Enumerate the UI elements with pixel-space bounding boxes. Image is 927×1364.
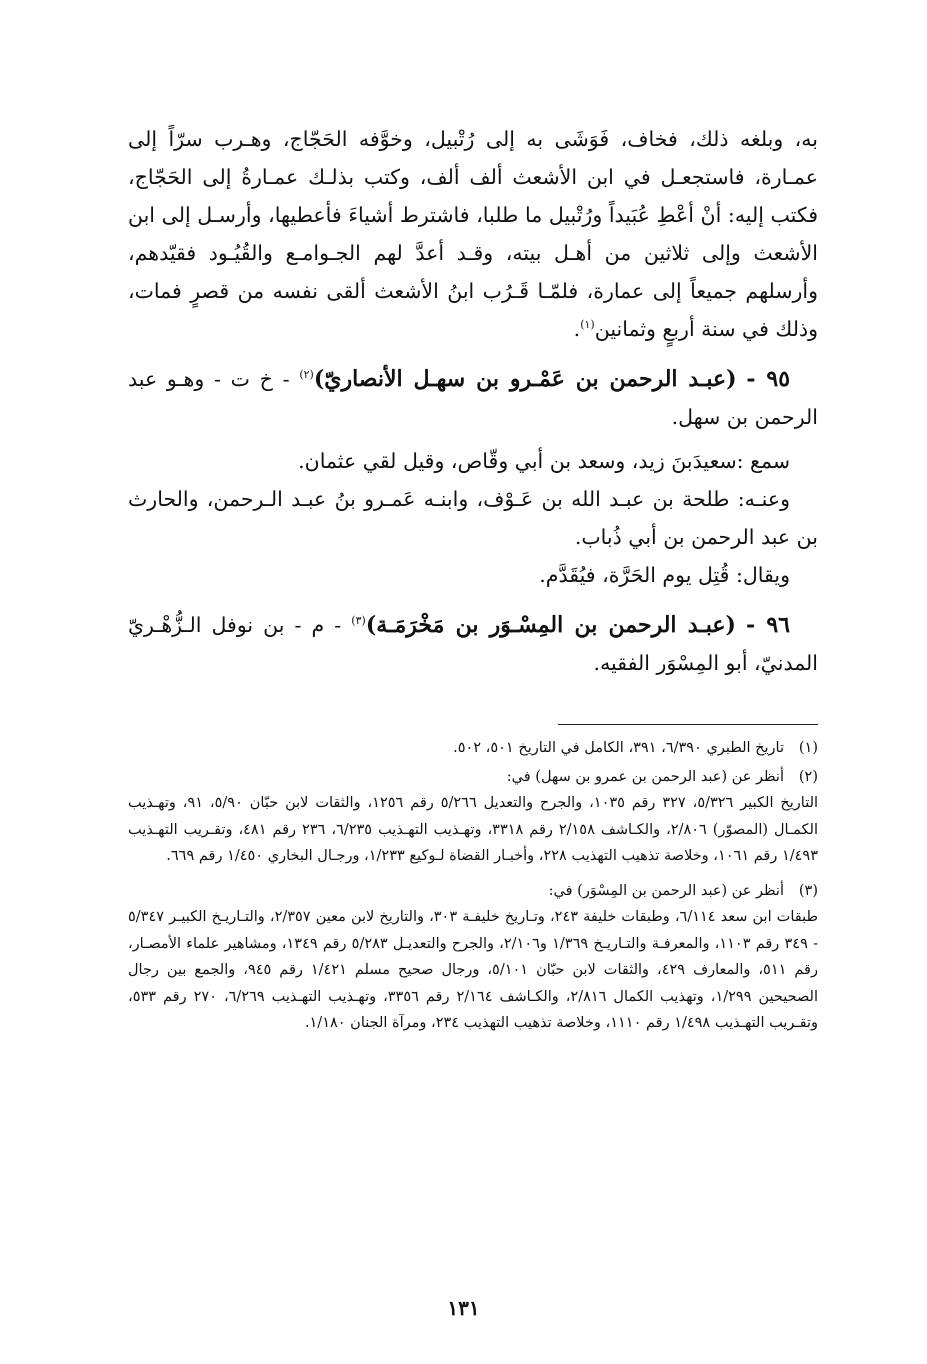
footnote-text: تاريخ الطبري ٦/٣٩٠، ٣٩١، الكامل في التاريخ ٥٠١، ٥٠٢. <box>453 740 784 756</box>
entry-name: (عبـد الرحمن بن المِسْـوَر بن مَخْرَمَـة) <box>365 612 736 638</box>
page-number: ١٣١ <box>447 1296 480 1320</box>
footnote-2 <box>128 764 818 870</box>
footnote-divider <box>558 724 818 725</box>
paragraph-narrators: وعنـه: طلحة بن عبـد الله بن عَـوْف، وابنـه عَمـرو بنُ عبـد الـرحمن، والحارث بن عبد الرحمن بن أبي ذُباب. <box>128 487 818 549</box>
footnote-ref-3: (٣) <box>351 614 366 628</box>
paragraph-opening: به، وبلغه ذلك، فخاف، فَوَشَى به إلى رُتْبيل، وخوَّفه الحَجّاج، وهـرب سرّاً إلى عمـارة، فاستجعـل في ابن الأشعث ألف ألف، وكتب بذلـك عمـارةُ إلى الحَجّاج، فكتب إليه: أنْ أعْطِ عُبَيداً ورُتْبيل ما طلبا، فاشترط أشياءَ فأعطيها، وأرسـل إلى ابن الأشعث وإلى ثلاثين من أهـل بيته، وقـد أعدَّ لهم الجـوامـع والقُيُـود فقيّدهم، وأرسلهم جميعاً إلى عمارة، فلمّـا قَـرُب ابنُ الأشعث ألقى نفسه من قصرٍ فمات، وذلك في سنة أربعٍ وثمانين$^{(١)}$. <box>128 127 818 341</box>
page-content <box>128 120 818 1037</box>
paragraph-death: ويقال: قُتِل يوم الحَرَّة، فيُقَدَّم. <box>539 563 790 587</box>
paragraph-heard-from: سمع :سعيدَبنَ زيد، وسعد بن أبي وقّاص، وقيل لقي عثمان. <box>298 449 790 473</box>
footnote-number: (٢) <box>798 768 818 785</box>
entry-name: (عبـد الرحمن بن عَمْـرو بن سهـل الأنصاريّ) <box>313 366 737 392</box>
entry-96 <box>128 606 818 682</box>
entry-95 <box>128 360 818 436</box>
entry-description: - خ ت - وهـو عبد الرحمن بن سهل. <box>128 367 818 429</box>
footnote-number: (٣) <box>798 882 818 899</box>
footnote-sources: التاريخ الكبير ٥/٣٢٦، ٣٢٧ رقم ١٠٣٥، والجرح والتعديل ٥/٢٦٦ رقم ١٢٥٦، والثقات لابن حبّان ٥/٩٠، ٩١، وتهـذيب الكمـال (المصوّر) ٢/٨٠٦، والكـاشف ٢/١٥٨ رقم ٣٣١٨، وتهـذيب التهـذيب ٦/٢٣٥، ٢٣٦ رقم ٤٨١، وتقـريب التهـذيب ١/٤٩٣ رقم ١٠٦١، وخلاصة تذهيب التهذيب ٢٢٨، وأخبـار القضاة لـوكيع ١/٢٣٣، ورجـال البخاري ١/٤٥٠ رقم ٦٦٩. <box>128 795 819 864</box>
footnote-ref-1: (١) <box>580 318 595 332</box>
entry-description: - م - بن نوفل الـزُّهْـريّ المدنيّ، أبو المِسْوَر الفقيه. <box>128 613 818 675</box>
footnote-lead: أنظر عن (عبد الرحمن بن المِسْوَر) في: <box>548 882 784 899</box>
entry-number: ٩٦ - <box>746 612 790 638</box>
footnote-1 <box>128 735 818 762</box>
footnotes <box>128 735 818 1037</box>
entry-number: ٩٥ - <box>746 366 791 392</box>
footnote-sources: طبقات ابن سعد ٦/١١٤، وطبقات خليفة ٢٤٣، وتـاريخ خليفـة ٣٠٣، والتاريخ لابن معين ٢/٣٥٧، والتـاريـخ الكبيـر ٥/٣٤٧ - ٣٤٩ رقم ١١٠٣، والمعرفـة والتـاريـخ ١/٣٦٩ و٢/١٠٦، والجرح والتعديـل ٥/٢٨٣ رقم ١٣٤٩، ومشاهير علماء الأمصـار، رقم ٥١١، والمعارف ٤٢٩، والثقات لابن حبّان ٥/١٠١، ورجال صحيح مسلم ١/٤٢١ رقم ٩٤٥، والجمع بين رجال الصحيحين ١/٢٩٩، وتهذيب الكمال ٢/٨١٦، والكـاشف ٢/١٦٤ رقم ٣٣٥٦، وتهـذيب التهـذيب ٦/٢٦٩، ٢٧٠ رقم ٥٣٣، وتقـريب التهـذيب ١/٤٩٨ رقم ١١١٠، وخلاصة تذهيب التهذيب ٢٣٤، ومرآة الجنان ١/١٨٠. <box>128 909 819 1031</box>
footnote-3 <box>128 878 818 1037</box>
footnote-number: (١) <box>798 740 818 756</box>
main-text <box>128 120 818 682</box>
footnote-lead: أنظر عن (عبد الرحمن بن عمرو بن سهل) في: <box>506 768 784 785</box>
footnote-ref-2: (٢) <box>299 368 314 382</box>
